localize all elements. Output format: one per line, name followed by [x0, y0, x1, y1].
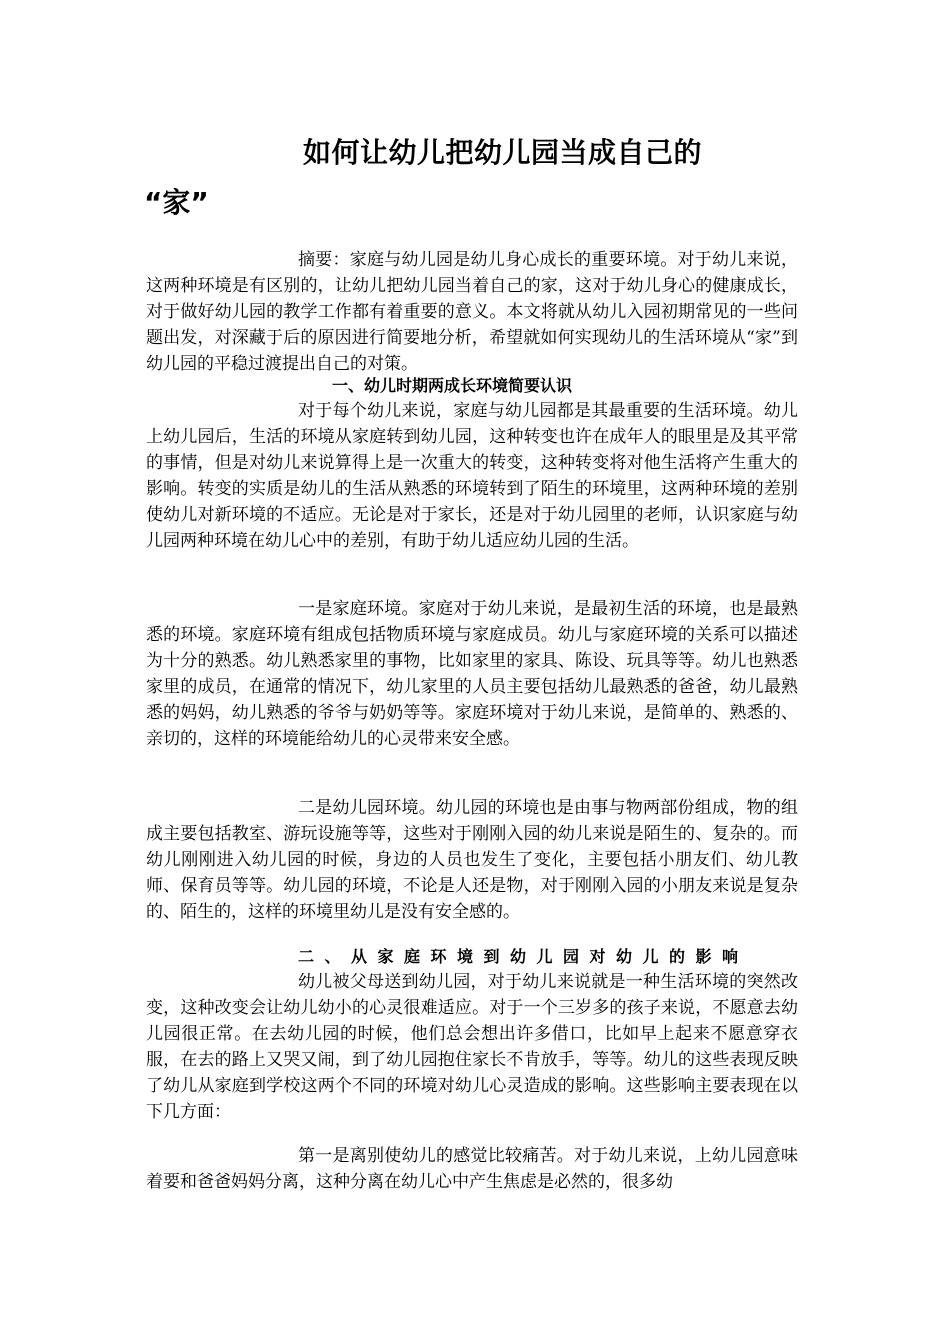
kindergarten-environment-paragraph: 二是幼儿园环境。幼儿园的环境也是由事与物两部份组成，物的组成主要包括教室、游玩设施等等，这些对于刚刚入园的幼儿来说是陌生的、复杂的。而幼儿刚刚进入幼儿园的时候，身边的人员也发生了变化，主要包括小朋友们、幼儿教师、保育员等等。幼儿园的环境，不论是人还是物，对于刚刚入园的小朋友来说是复杂的、陌生的，这样的环境里幼儿是没有安全感的。	[146, 798, 798, 922]
section-1-paragraph: 对于每个幼儿来说，家庭与幼儿园都是其最重要的生活环境。幼儿上幼儿园后，生活的环境从家庭转到幼儿园，这种转变也许在成年人的眼里是及其平常的事情，但是对幼儿来说算得上是一次重大的转变，这种转变将对他生活将产生重大的影响。转变的实质是幼儿的生活从熟悉的环境转到了陌生的环境里，这两种环境的差别使幼儿对新环境的不适应。无论是对于家长，还是对于幼儿园里的老师，认识家庭与幼儿园两种环境在幼儿心中的差别，有助于幼儿适应幼儿园的生活。	[146, 401, 798, 551]
first-point-paragraph: 第一是离别使幼儿的感觉比较痛苦。对于幼儿来说，上幼儿园意味着要和爸爸妈妈分离，这种分离在幼儿心中产生焦虑是必然的，很多幼	[146, 1146, 798, 1192]
section-2-heading: 二、从家庭环境到幼儿园对幼儿的影响	[298, 947, 749, 966]
home-environment-paragraph: 一是家庭环境。家庭对于幼儿来说，是最初生活的环境，也是最熟悉的环境。家庭环境有组成包括物质环境与家庭成员。幼儿与家庭环境的关系可以描述为十分的熟悉。幼儿熟悉家里的事物，比如家里的家具、陈设、玩具等等。幼儿也熟悉家里的成员，在通常的情况下，幼儿家里的人员主要包括幼儿最熟悉的爸爸，幼儿最熟悉的妈妈，幼儿熟悉的爷爷与奶奶等等。家庭环境对于幼儿来说，是简单的、熟悉的、亲切的，这样的环境能给幼儿的心灵带来安全感。	[146, 599, 798, 749]
document-title-line-2: “家”	[144, 186, 209, 219]
section-2-paragraph: 幼儿被父母送到幼儿园，对于幼儿来说就是一种生活环境的突然改变，这种改变会让幼儿幼小的心灵很难适应。对于一个三岁多的孩子来说，不愿意去幼儿园很正常。在去幼儿园的时候，他们总会想出许多借口，比如早上起来不愿意穿衣服，在去的路上又哭又闹，到了幼儿园抱住家长不肯放手，等等。幼儿的这些表现反映了幼儿从家庭到学校这两个不同的环境对幼儿心灵造成的影响。这些影响主要表现在以下几方面：	[146, 972, 798, 1122]
section-1-heading: 一、幼儿时期两成长环境简要认识	[332, 376, 573, 395]
abstract-paragraph: 摘要：家庭与幼儿园是幼儿身心成长的重要环境。对于幼儿来说，这两种环境是有区别的，让幼儿把幼儿园当着自己的家，这对于幼儿身心的健康成长，对于做好幼儿园的教学工作都有着重要的意义。本文将就从幼儿入园初期常见的一些问题出发，对深藏于后的原因进行简要地分析，希望就如何实现幼儿的生活环境从“家”到幼儿园的平稳过渡提出自己的对策。	[146, 250, 798, 374]
document-title-line-1: 如何让幼儿把幼儿园当成自己的	[303, 136, 703, 169]
